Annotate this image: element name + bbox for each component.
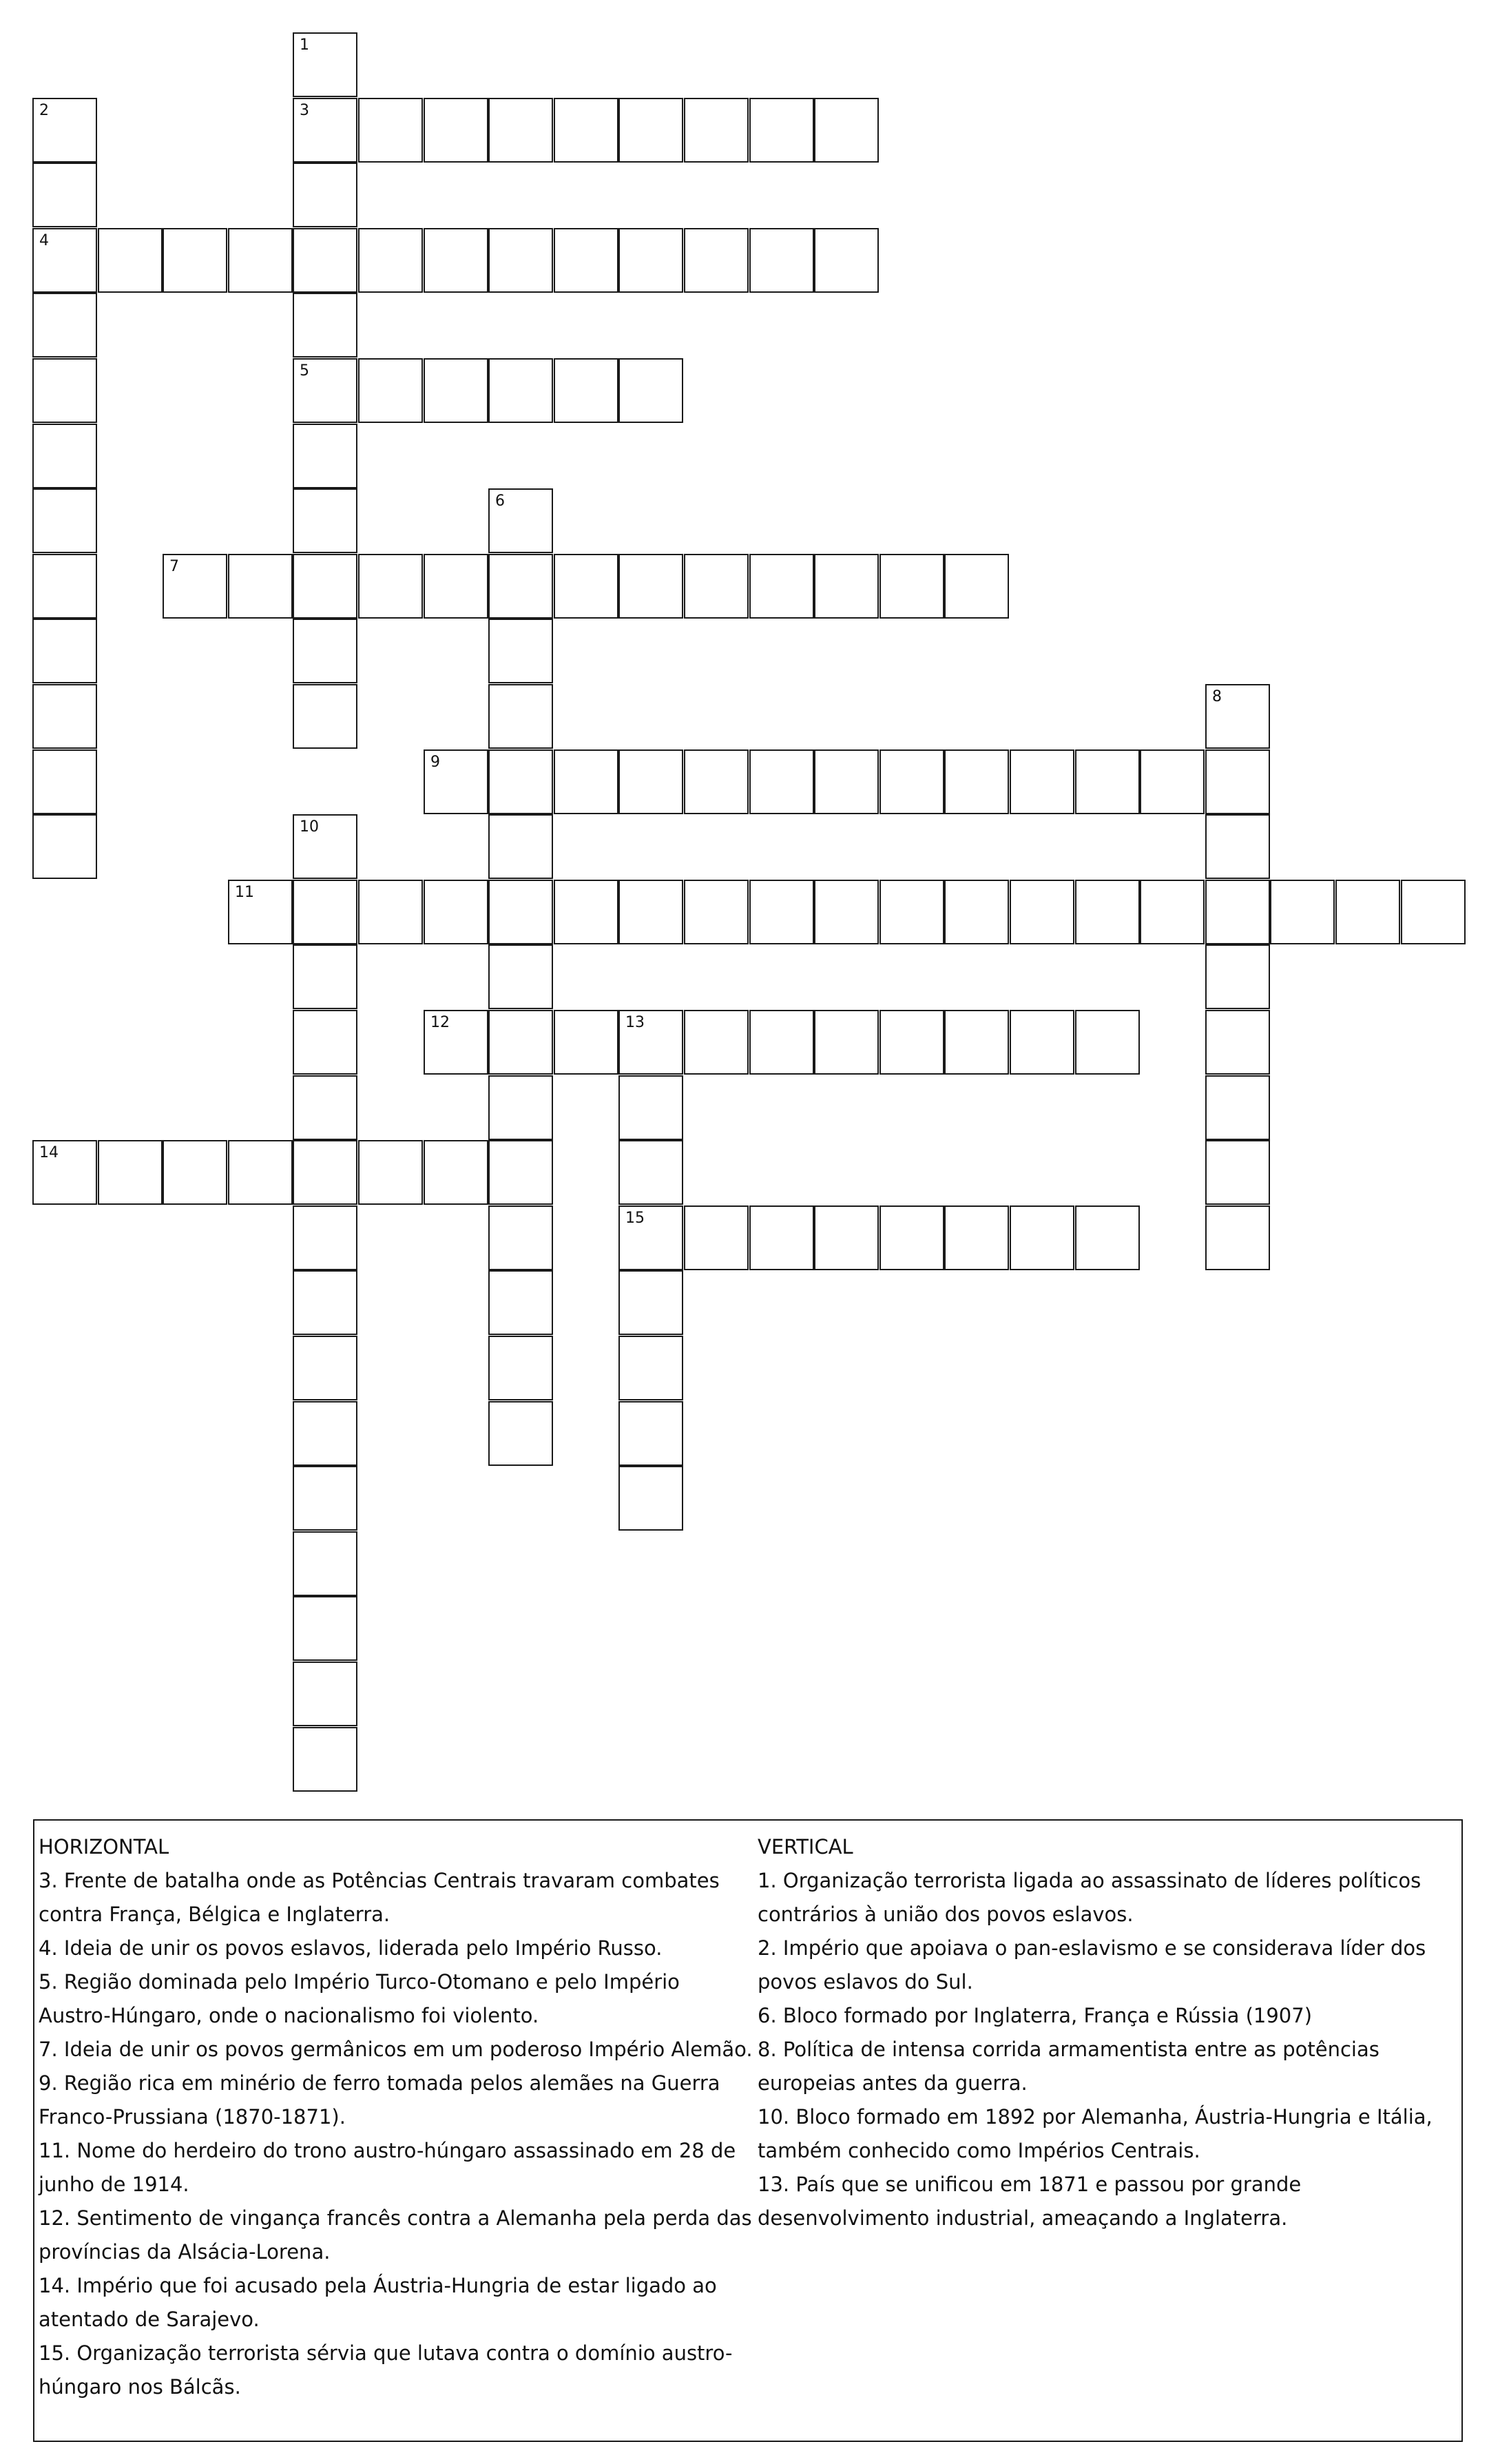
grid-cell[interactable] bbox=[684, 749, 749, 814]
grid-cell[interactable] bbox=[488, 1075, 553, 1140]
grid-cell[interactable] bbox=[749, 749, 814, 814]
grid-cell[interactable] bbox=[293, 619, 357, 683]
grid-cell[interactable] bbox=[358, 98, 423, 163]
grid-cell[interactable] bbox=[879, 1010, 944, 1075]
clues-box bbox=[33, 1819, 1463, 2442]
grid-cell[interactable] bbox=[554, 1010, 618, 1075]
grid-cell[interactable] bbox=[944, 554, 1009, 619]
grid-cell[interactable] bbox=[293, 293, 357, 358]
grid-cell[interactable] bbox=[749, 554, 814, 619]
clue-number: 9 bbox=[430, 754, 440, 771]
vertical-clues bbox=[758, 1830, 1453, 2235]
grid-cell[interactable] bbox=[618, 228, 683, 293]
grid-cell[interactable] bbox=[488, 684, 553, 749]
grid-cell[interactable] bbox=[293, 228, 357, 293]
grid-cell[interactable] bbox=[618, 358, 683, 423]
grid-cell[interactable] bbox=[749, 880, 814, 944]
grid-cell[interactable] bbox=[488, 1205, 553, 1270]
grid-cell[interactable] bbox=[488, 488, 553, 553]
clue-number: 8 bbox=[1212, 688, 1222, 705]
grid-cell[interactable] bbox=[488, 554, 553, 619]
grid-cell[interactable] bbox=[293, 358, 357, 423]
clue-number: 10 bbox=[300, 818, 319, 836]
grid-cell[interactable] bbox=[488, 1270, 553, 1335]
grid-cell[interactable] bbox=[1205, 814, 1270, 879]
grid-cell[interactable] bbox=[618, 749, 683, 814]
grid-cell[interactable] bbox=[814, 880, 879, 944]
clue-6-down: 6. Bloco formado por Inglaterra, França e Rússia (1907) bbox=[758, 2004, 1313, 2027]
grid-cell[interactable] bbox=[293, 98, 357, 163]
grid-cell[interactable] bbox=[293, 1727, 357, 1792]
clue-number: 12 bbox=[430, 1014, 450, 1031]
grid-cell[interactable] bbox=[32, 749, 97, 814]
grid-cell[interactable] bbox=[228, 880, 293, 944]
grid-cell[interactable] bbox=[32, 814, 97, 879]
grid-cell[interactable] bbox=[1205, 1205, 1270, 1270]
grid-cell[interactable] bbox=[554, 228, 618, 293]
grid-cell[interactable] bbox=[293, 1661, 357, 1726]
grid-cell[interactable] bbox=[1140, 880, 1205, 944]
grid-cell[interactable] bbox=[228, 228, 293, 293]
grid-cell[interactable] bbox=[293, 32, 357, 97]
grid-cell[interactable] bbox=[488, 880, 553, 944]
grid-cell[interactable] bbox=[814, 228, 879, 293]
grid-cell[interactable] bbox=[293, 1270, 357, 1335]
grid-cell[interactable] bbox=[358, 228, 423, 293]
grid-cell[interactable] bbox=[424, 880, 488, 944]
grid-cell[interactable] bbox=[488, 944, 553, 1009]
grid-cell[interactable] bbox=[293, 1140, 357, 1205]
horizontal-heading: HORIZONTAL bbox=[39, 1835, 169, 1859]
grid-cell[interactable] bbox=[1075, 749, 1140, 814]
clue-number: 2 bbox=[39, 102, 49, 119]
grid-cell[interactable] bbox=[293, 1596, 357, 1661]
grid-cell[interactable] bbox=[1140, 749, 1205, 814]
grid-cell[interactable] bbox=[618, 1401, 683, 1466]
grid-cell[interactable] bbox=[1205, 1075, 1270, 1140]
grid-cell[interactable] bbox=[488, 228, 553, 293]
grid-cell[interactable] bbox=[879, 749, 944, 814]
clue-9-across: 9. Região rica em minério de ferro tomada pelos alemães na Guerra Franco-Prussiana (1870-1871). bbox=[39, 2071, 720, 2129]
grid-cell[interactable] bbox=[1205, 1140, 1270, 1205]
grid-cell[interactable] bbox=[1401, 880, 1466, 944]
grid-cell[interactable] bbox=[32, 424, 97, 488]
grid-cell[interactable] bbox=[293, 1466, 357, 1531]
grid-cell[interactable] bbox=[32, 358, 97, 423]
grid-cell[interactable] bbox=[1205, 944, 1270, 1009]
grid-cell[interactable] bbox=[814, 1205, 879, 1270]
clue-number: 7 bbox=[169, 558, 179, 575]
grid-cell[interactable] bbox=[293, 554, 357, 619]
grid-cell[interactable] bbox=[424, 1010, 488, 1075]
grid-cell[interactable] bbox=[1205, 684, 1270, 749]
clue-3-across: 3. Frente de batalha onde as Potências Centrais travaram combates contra França, Bélgica e Inglaterra. bbox=[39, 1869, 720, 1926]
grid-cell[interactable] bbox=[944, 749, 1009, 814]
grid-cell[interactable] bbox=[424, 1140, 488, 1205]
grid-cell[interactable] bbox=[488, 358, 553, 423]
clue-5-across: 5. Região dominada pelo Império Turco-Otomano e pelo Império Austro-Húngaro, onde o nacionalismo foi violento. bbox=[39, 1970, 680, 2027]
grid-cell[interactable] bbox=[554, 98, 618, 163]
grid-cell[interactable] bbox=[424, 554, 488, 619]
grid-cell[interactable] bbox=[749, 228, 814, 293]
clue-1-down: 1. Organização terrorista ligada ao assassinato de líderes políticos contrários à união dos povos eslavos. bbox=[758, 1869, 1422, 1926]
grid-cell[interactable] bbox=[618, 1075, 683, 1140]
grid-cell[interactable] bbox=[944, 1010, 1009, 1075]
clue-number: 13 bbox=[625, 1014, 645, 1031]
clue-number: 15 bbox=[625, 1210, 645, 1227]
grid-cell[interactable] bbox=[163, 228, 227, 293]
grid-cell[interactable] bbox=[32, 293, 97, 358]
grid-cell[interactable] bbox=[1075, 880, 1140, 944]
grid-cell[interactable] bbox=[749, 1010, 814, 1075]
clue-7-across: 7. Ideia de unir os povos germânicos em um poderoso Império Alemão. bbox=[39, 2038, 753, 2061]
grid-cell[interactable] bbox=[424, 228, 488, 293]
grid-cell[interactable] bbox=[32, 228, 97, 293]
grid-cell[interactable] bbox=[293, 1336, 357, 1400]
grid-cell[interactable] bbox=[293, 944, 357, 1009]
grid-cell[interactable] bbox=[424, 98, 488, 163]
grid-cell[interactable] bbox=[1205, 880, 1270, 944]
grid-cell[interactable] bbox=[684, 554, 749, 619]
grid-cell[interactable] bbox=[554, 554, 618, 619]
grid-cell[interactable] bbox=[684, 228, 749, 293]
grid-cell[interactable] bbox=[163, 1140, 227, 1205]
grid-cell[interactable] bbox=[293, 424, 357, 488]
grid-cell[interactable] bbox=[32, 684, 97, 749]
clue-number: 4 bbox=[39, 232, 49, 249]
grid-cell[interactable] bbox=[618, 1336, 683, 1400]
grid-cell[interactable] bbox=[879, 880, 944, 944]
grid-cell[interactable] bbox=[814, 554, 879, 619]
grid-cell[interactable] bbox=[293, 1010, 357, 1075]
clue-14-across: 14. Império que foi acusado pela Áustria-Hungria de estar ligado ao atentado de Sarajevo. bbox=[39, 2274, 717, 2331]
grid-cell[interactable] bbox=[228, 1140, 293, 1205]
grid-cell[interactable] bbox=[814, 98, 879, 163]
grid-cell[interactable] bbox=[1010, 880, 1074, 944]
grid-cell[interactable] bbox=[293, 1075, 357, 1140]
clue-2-down: 2. Império que apoiava o pan-eslavismo e se considerava líder dos povos eslavos do Sul. bbox=[758, 1936, 1426, 1994]
grid-cell[interactable] bbox=[293, 1205, 357, 1270]
grid-cell[interactable] bbox=[488, 814, 553, 879]
grid-cell[interactable] bbox=[488, 1010, 553, 1075]
grid-cell[interactable] bbox=[293, 488, 357, 553]
grid-cell[interactable] bbox=[684, 1205, 749, 1270]
clue-number: 1 bbox=[300, 37, 309, 54]
grid-cell[interactable] bbox=[32, 554, 97, 619]
grid-cell[interactable] bbox=[618, 1466, 683, 1531]
grid-cell[interactable] bbox=[554, 749, 618, 814]
grid-cell[interactable] bbox=[618, 1270, 683, 1335]
grid-cell[interactable] bbox=[424, 749, 488, 814]
grid-cell[interactable] bbox=[488, 98, 553, 163]
grid-cell[interactable] bbox=[749, 1205, 814, 1270]
grid-cell[interactable] bbox=[944, 880, 1009, 944]
horizontal-clues bbox=[39, 1830, 755, 2404]
grid-cell[interactable] bbox=[944, 1205, 1009, 1270]
grid-cell[interactable] bbox=[228, 554, 293, 619]
grid-cell[interactable] bbox=[1270, 880, 1335, 944]
grid-cell[interactable] bbox=[879, 1205, 944, 1270]
clue-11-across: 11. Nome do herdeiro do trono austro-húngaro assassinado em 28 de junho de 1914. bbox=[39, 2139, 736, 2196]
grid-cell[interactable] bbox=[32, 1140, 97, 1205]
grid-cell[interactable] bbox=[1335, 880, 1400, 944]
grid-cell[interactable] bbox=[488, 749, 553, 814]
grid-cell[interactable] bbox=[98, 228, 163, 293]
grid-cell[interactable] bbox=[488, 1401, 553, 1466]
grid-cell[interactable] bbox=[814, 1010, 879, 1075]
clue-13-down: 13. País que se unificou em 1871 e passou por grande desenvolvimento industrial, ameaçando a Inglaterra. bbox=[758, 2173, 1302, 2230]
clue-12-across: 12. Sentimento de vingança francês contra a Alemanha pela perda das províncias da Alsácia-Lorena. bbox=[39, 2206, 752, 2264]
grid-cell[interactable] bbox=[684, 98, 749, 163]
clue-10-down: 10. Bloco formado em 1892 por Alemanha, Áustria-Hungria e Itália, também conhecido como Impérios Centrais. bbox=[758, 2105, 1433, 2162]
grid-cell[interactable] bbox=[1010, 749, 1074, 814]
grid-cell[interactable] bbox=[554, 358, 618, 423]
grid-cell[interactable] bbox=[618, 98, 683, 163]
grid-cell[interactable] bbox=[618, 1140, 683, 1205]
grid-cell[interactable] bbox=[358, 554, 423, 619]
grid-cell[interactable] bbox=[1010, 1205, 1074, 1270]
grid-cell[interactable] bbox=[749, 98, 814, 163]
grid-cell[interactable] bbox=[1205, 1010, 1270, 1075]
clue-number: 3 bbox=[300, 102, 309, 119]
grid-cell[interactable] bbox=[293, 684, 357, 749]
grid-cell[interactable] bbox=[358, 358, 423, 423]
grid-cell[interactable] bbox=[879, 554, 944, 619]
grid-cell[interactable] bbox=[618, 1010, 683, 1075]
grid-cell[interactable] bbox=[358, 1140, 423, 1205]
grid-cell[interactable] bbox=[293, 1401, 357, 1466]
grid-cell[interactable] bbox=[684, 880, 749, 944]
grid-cell[interactable] bbox=[32, 488, 97, 553]
grid-cell[interactable] bbox=[554, 880, 618, 944]
grid-cell[interactable] bbox=[424, 358, 488, 423]
clue-8-down: 8. Política de intensa corrida armamentista entre as potências europeias antes da guerra. bbox=[758, 2038, 1379, 2095]
grid-cell[interactable] bbox=[98, 1140, 163, 1205]
grid-cell[interactable] bbox=[32, 98, 97, 163]
grid-cell[interactable] bbox=[1010, 1010, 1074, 1075]
vertical-heading: VERTICAL bbox=[758, 1835, 853, 1859]
grid-cell[interactable] bbox=[293, 163, 357, 227]
grid-cell[interactable] bbox=[1075, 1010, 1140, 1075]
grid-cell[interactable] bbox=[814, 749, 879, 814]
grid-cell[interactable] bbox=[488, 619, 553, 683]
grid-cell[interactable] bbox=[488, 1140, 553, 1205]
grid-cell[interactable] bbox=[358, 880, 423, 944]
grid-cell[interactable] bbox=[293, 1531, 357, 1596]
grid-cell[interactable] bbox=[488, 1336, 553, 1400]
grid-cell[interactable] bbox=[618, 554, 683, 619]
grid-cell[interactable] bbox=[684, 1010, 749, 1075]
clue-4-across: 4. Ideia de unir os povos eslavos, liderada pelo Império Russo. bbox=[39, 1936, 663, 1960]
clue-15-across: 15. Organização terrorista sérvia que lutava contra o domínio austro-húngaro nos Bálcãs. bbox=[39, 2341, 733, 2399]
clue-number: 5 bbox=[300, 362, 309, 380]
clue-number: 11 bbox=[235, 884, 254, 901]
grid-cell[interactable] bbox=[32, 619, 97, 683]
grid-cell[interactable] bbox=[1205, 749, 1270, 814]
grid-cell[interactable] bbox=[618, 1205, 683, 1270]
grid-cell[interactable] bbox=[618, 880, 683, 944]
grid-cell[interactable] bbox=[293, 814, 357, 879]
grid-cell[interactable] bbox=[293, 880, 357, 944]
grid-cell[interactable] bbox=[163, 554, 227, 619]
grid-cell[interactable] bbox=[32, 163, 97, 227]
grid-cell[interactable] bbox=[1075, 1205, 1140, 1270]
clue-number: 14 bbox=[39, 1144, 59, 1161]
clue-number: 6 bbox=[495, 493, 505, 510]
